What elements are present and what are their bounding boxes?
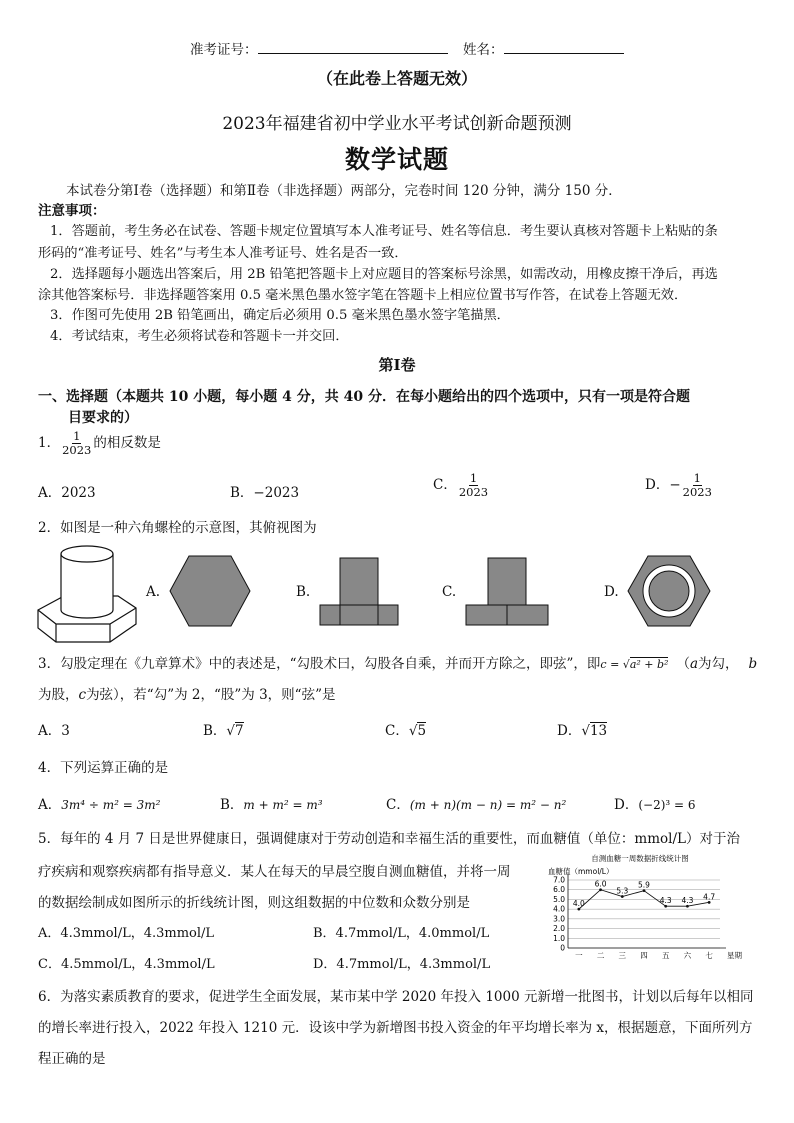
q2-option-a: A.: [146, 584, 161, 600]
q2-stem: 2．如图是一种六角螺栓的示意图，其俯视图为: [38, 520, 317, 536]
chart-y-tick-label: 3.0: [553, 914, 565, 924]
chart-point: [708, 901, 711, 904]
chart-data-label: 4.0: [572, 899, 585, 909]
q2-option-c: C.: [442, 584, 457, 600]
note-2a: 2．选择题每小题选出答案后，用 2B 铅笔把答题卡上对应题目的答案标号涂黑，如需改动，用橡皮擦干净后，再选: [50, 267, 718, 282]
note-2b: 涂其他答案标号．非选择题答案用 0.5 毫米黑色墨水签字笔在答题卡上相应位置书写作答，在试卷上答题无效．: [38, 288, 688, 303]
exam-title: 2023年福建省初中学业水平考试创新命题预测: [222, 114, 572, 134]
q1-stem: 1． $\frac{1}{2023}$ 的相反数是: [38, 429, 161, 457]
q4-option-d: D．(−2)³ = 6: [614, 797, 696, 813]
chart-point: [643, 889, 646, 892]
chart-data-label: 5.9: [638, 880, 650, 890]
q6-line2: 的增长率进行投入，2022 年投入 1210 元．设该中学为新增图书投入资金的年平均增长率为 x，根据题意，下面所列方: [38, 1020, 753, 1036]
name-field-label: 姓名：: [463, 38, 624, 58]
option-a-hexagon: [168, 554, 252, 628]
note-1b: 形码的“准考证号、姓名”与考生本人准考证号、姓名是否一致．: [38, 246, 408, 261]
note-4: 4．考试结束，考生必须将试卷和答题卡一并交回．: [50, 329, 349, 344]
q1-option-d: D．− $\frac{1}{2023}$: [645, 471, 712, 499]
chart-y-tick-label: 1.0: [553, 933, 565, 943]
q1-fraction: $\frac{1}{2023}$: [62, 429, 92, 457]
chart-point: [621, 895, 624, 898]
notes-heading: 注意事项：: [38, 203, 106, 219]
chart-point: [686, 905, 689, 908]
chart-data-label: 6.0: [594, 879, 607, 889]
chart-y-tick-label: 7.0: [553, 875, 565, 885]
q3-line2: 为股，c为弦），若“勾”为 2，“股”为 3，则“弦”是: [38, 687, 336, 703]
note-3: 3．作图可先使用 2B 铅笔画出，确定后必须用 0.5 毫米黑色墨水签字笔描黑．: [50, 308, 510, 323]
blood-sugar-line-chart: [540, 852, 740, 966]
chart-x-tick-label: 三: [618, 951, 627, 960]
chart-x-tick-label: 五: [661, 951, 670, 960]
q4-option-c: C．(m + n)(m − n) = m² − n²: [386, 797, 567, 813]
name-field-line: [504, 41, 624, 54]
q4-option-b: B．m + m² = m³: [220, 797, 323, 813]
section1-line2: 目要求的）: [68, 410, 138, 426]
option-c-figure: [464, 556, 550, 628]
chart-data-label: 5.3: [616, 886, 629, 896]
chart-y-tick-label: 4.0: [553, 904, 565, 914]
q1-option-c: C． $\frac{1}{2023}$: [433, 471, 489, 499]
chart-data-label: 4.7: [703, 892, 716, 902]
intro-text: 本试卷分第Ⅰ卷（选择题）和第Ⅱ卷（非选择题）两部分，完卷时间 120 分钟，满分 150 分．: [66, 183, 622, 199]
chart-y-tick-label: 0: [560, 943, 565, 953]
bolt-3d-figure: [34, 540, 140, 648]
option-d-hexagon-circle: [626, 554, 712, 628]
id-field-label: 准考证号：: [190, 38, 448, 58]
q1-option-b: B．−2023: [230, 485, 300, 501]
q3-option-a: A．3: [38, 723, 70, 739]
chart-title: 自测血糖一周数据折线统计图: [591, 854, 689, 863]
chart-ylabel: 血糖值（mmol/L）: [548, 867, 614, 876]
q3-option-c: C．√5: [385, 723, 427, 739]
q6-line3: 程正确的是: [38, 1051, 106, 1067]
q5-line1: 5．每年的 4 月 7 日是世界健康日，强调健康对于劳动创造和幸福生活的重要性，而血糖值（单位：mmol/L）对于治: [38, 831, 740, 847]
chart-point: [664, 905, 667, 908]
q4-option-a: A．3m⁴ ÷ m² = 3m²: [38, 797, 161, 813]
q5-option-d: D．4.7mmol/L，4.3mmol/L: [313, 957, 491, 972]
q5-line2: 疗疾病和观察疾病都有指导意义．某人在每天的早晨空腹自测血糖值，并将一周: [38, 864, 511, 880]
chart-data-label: 4.3: [659, 896, 672, 906]
q3-line1: 3．勾股定理在《九章算术》中的表述是，“勾股术曰，勾股各自乘，并而开方除之，即弦”，即c = √a² + b² （a为勾， b: [38, 656, 758, 672]
id-field-line: [258, 41, 448, 54]
part1-title: 第Ⅰ卷: [378, 356, 416, 374]
chart-y-tick-label: 5.0: [553, 894, 565, 904]
chart-point: [599, 888, 602, 891]
chart-y-tick-label: 2.0: [553, 924, 565, 934]
q3-option-d: D．√13: [557, 723, 608, 739]
chart-x-tick-label: 二: [596, 951, 605, 960]
chart-x-tick-label: 一: [575, 951, 583, 960]
chart-y-tick-label: 6.0: [553, 885, 565, 895]
q2-option-b: B.: [296, 584, 311, 600]
q5-option-c: C．4.5mmol/L，4.3mmol/L: [38, 957, 215, 972]
chart-x-tick-label: 四: [640, 951, 648, 960]
q4-stem: 4．下列运算正确的是: [38, 760, 169, 776]
q1-option-a: A．2023: [38, 485, 96, 501]
q5-line3: 的数据绘制成如图所示的折线统计图，则这组数据的中位数和众数分别是: [38, 895, 470, 911]
invalid-note: （在此卷上答题无效）: [316, 69, 477, 88]
q5-option-b: B．4.7mmol/L，4.0mmol/L: [313, 926, 490, 941]
q5-option-a: A．4.3mmol/L，4.3mmol/L: [38, 926, 215, 941]
chart-x-tick-label: 七: [705, 951, 713, 960]
chart-xlabel: 星期: [727, 951, 742, 960]
q6-line1: 6．为落实素质教育的要求，促进学生全面发展，某市某中学 2020 年投入 1000 元新增一批图书，计划以后每年以相同: [38, 989, 754, 1005]
chart-point: [577, 908, 580, 911]
option-b-figure: [318, 556, 402, 628]
section1-line1: 一、选择题（本题共 10 小题，每小题 4 分，共 40 分．在每小题给出的四个选项中，只有一项是符合题: [38, 389, 690, 405]
q2-option-d: D.: [604, 584, 619, 600]
chart-data-label: 4.3: [681, 896, 694, 906]
note-1a: 1．答题前，考生务必在试卷、答题卡规定位置填写本人准考证号、姓名等信息．考生要认真核对答题卡上粘贴的条: [50, 224, 718, 239]
subject-title: 数学试题: [344, 145, 449, 174]
chart-x-tick-label: 六: [683, 951, 692, 960]
q3-option-b: B．√7: [203, 723, 244, 739]
